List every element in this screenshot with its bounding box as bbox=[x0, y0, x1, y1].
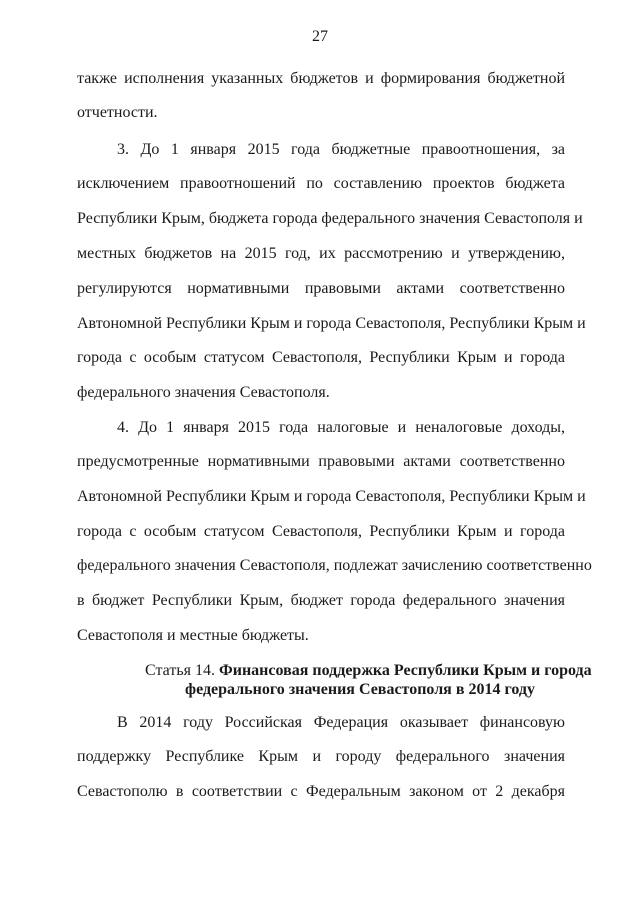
text-line: регулируются нормативными правовыми актами соответственно bbox=[77, 280, 565, 297]
text-line: Республики Крым, бюджета города федерального значения Севастополя и bbox=[77, 210, 583, 227]
text-line: федерального значения Севастополя, подлежат зачислению соответственно bbox=[77, 557, 592, 574]
text-line: Севастополя и местные бюджеты. bbox=[77, 627, 309, 644]
text-line: также исполнения указанных бюджетов и формирования бюджетной bbox=[77, 70, 565, 87]
text-line: предусмотренные нормативными правовыми актами соответственно bbox=[77, 453, 565, 470]
article-title-line-2: федерального значения Севастополя в 2014 году bbox=[185, 681, 535, 698]
text-line: исключением правоотношений по составлению проектов бюджета bbox=[77, 175, 565, 192]
text-line: 4. До 1 января 2015 года налоговые и неналоговые доходы, bbox=[117, 419, 565, 436]
text-line: города с особым статусом Севастополя, Республики Крым и города bbox=[77, 523, 565, 540]
text-line: Севастополю в соответствии с Федеральным законом от 2 декабря bbox=[77, 783, 565, 800]
text-line: федерального значения Севастополя. bbox=[77, 384, 330, 401]
article-heading-continuation bbox=[185, 680, 565, 700]
text-line: поддержку Республике Крым и городу федерального значения bbox=[77, 748, 565, 765]
text-line: города с особым статусом Севастополя, Республики Крым и города bbox=[77, 349, 565, 366]
text-line: 3. До 1 января 2015 года бюджетные правоотношения, за bbox=[117, 141, 565, 158]
text-line: отчетности. bbox=[77, 104, 158, 121]
text-line: Автономной Республики Крым и города Севастополя, Республики Крым и bbox=[77, 315, 586, 332]
text-line: местных бюджетов на 2015 год, их рассмотрению и утверждению, bbox=[77, 245, 565, 262]
text-line: в бюджет Республики Крым, бюджет города федерального значения bbox=[77, 592, 565, 609]
text-line: В 2014 году Российская Федерация оказывает финансовую bbox=[117, 714, 565, 731]
article-title-line-1: Финансовая поддержка Республики Крым и города bbox=[218, 662, 592, 679]
article-label: Статья 14. bbox=[145, 662, 215, 679]
article-heading bbox=[145, 661, 592, 681]
page-number: 27 bbox=[312, 28, 328, 45]
text-line: Автономной Республики Крым и города Севастополя, Республики Крым и bbox=[77, 488, 586, 505]
